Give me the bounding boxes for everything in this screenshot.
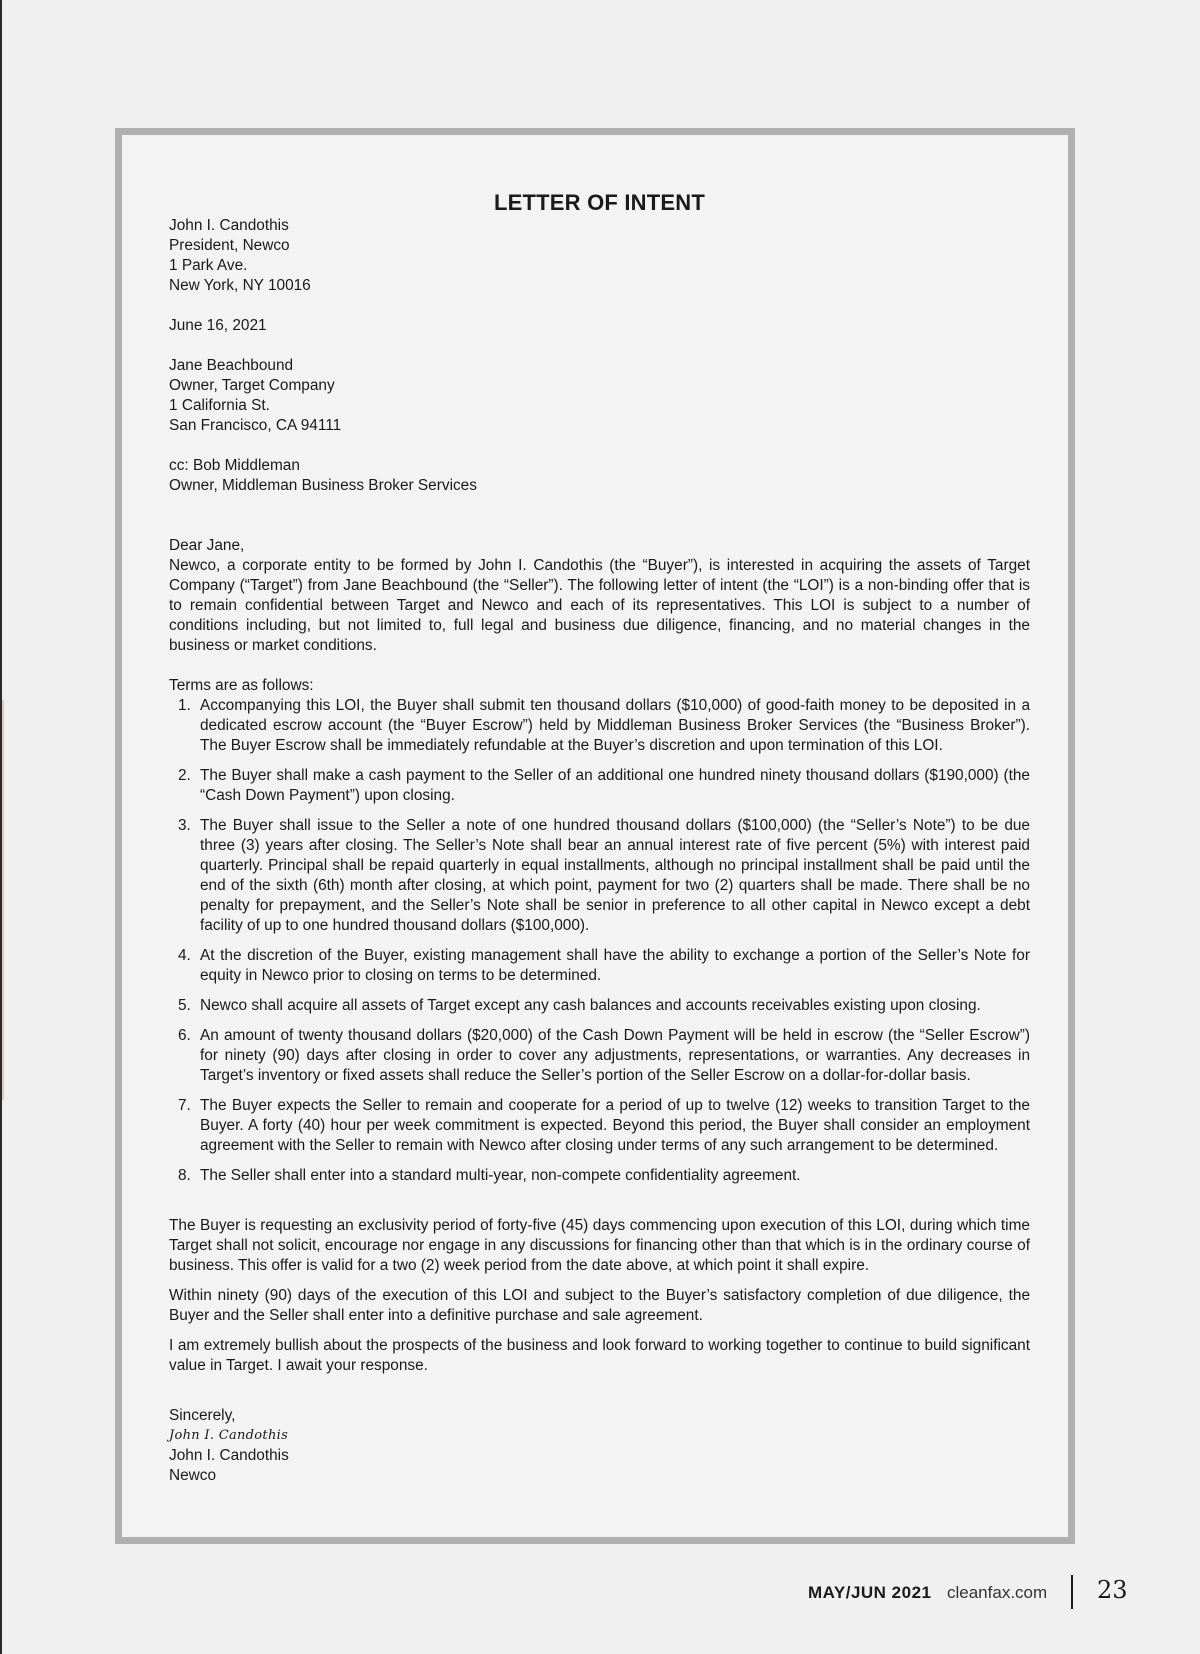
term-item: 6. An amount of twenty thousand dollars ($20,000) of the Cash Down Payment will be held in escrow (the “Seller Escrow”) for ninety (90) days after closing in order to cover any adjustments, representations, or warranties. Any decreases in Target’s inventory or fixed assets shall reduce the Seller’s portion of the Seller Escrow on a dollar-for-dollar basis. [178, 1027, 1030, 1084]
letter-body [169, 190, 1030, 1486]
sender-street: 1 Park Ave. [169, 257, 248, 274]
sender-address [169, 216, 1030, 296]
signer-company: Newco [169, 1467, 217, 1484]
letter-date: June 16, 2021 [169, 317, 267, 334]
salutation: Dear Jane, [169, 537, 245, 554]
page-footer [0, 1575, 1200, 1615]
cc-line: cc: Bob Middleman [169, 457, 300, 474]
recipient-name: Jane Beachbound [169, 357, 294, 374]
recipient-city: San Francisco, CA 94111 [169, 417, 342, 434]
recipient-street: 1 California St. [169, 397, 270, 414]
site-label: cleanfax.com [947, 1583, 1048, 1602]
sender-city: New York, NY 10016 [169, 277, 311, 294]
term-item: 5. Newco shall acquire all assets of Target except any cash balances and accounts receivables existing upon closing. [178, 997, 981, 1014]
term-item: 3. The Buyer shall issue to the Seller a note of one hundred thousand dollars ($100,000) (the “Seller’s Note”) to be due three (3) years after closing. The Seller’s Note shall bear an annual interest rate of five percent (5%) with interest paid quarterly. Principal shall be repaid quarterly in equal installments, although no principal installment shall be paid until the end of the sixth (6th) month after closing, at which point, payment for two (2) quarters shall be made. There shall be no penalty for prepayment, and the Seller’s Note shall be senior in preference to all other capital in Newco except a debt facility of up to one hundred thousand dollars ($100,000). [178, 817, 1030, 934]
handwritten-signature: John I. Candothis [169, 1428, 289, 1443]
cc-block [169, 456, 1030, 496]
term-item: 4. At the discretion of the Buyer, existing management shall have the ability to exchange a portion of the Seller’s Note for equity in Newco prior to closing on terms to be determined. [178, 947, 1030, 984]
closing-paragraph: I am extremely bullish about the prospects of the business and look forward to working together to continue to build significant value in Target. I await your response. [169, 1337, 1030, 1374]
sender-title: President, Newco [169, 237, 290, 254]
page-number: 23 [1097, 1576, 1128, 1604]
term-item: 2. The Buyer shall make a cash payment to the Seller of an additional one hundred ninety thousand dollars ($190,000) (the “Cash Down Payment”) upon closing. [178, 767, 1030, 804]
intro-paragraph: Newco, a corporate entity to be formed by John I. Candothis (the “Buyer”), is interested in acquiring the assets of Target Company (“Target”) from Jane Beachbound (the “Seller”). The following letter of intent (the “LOI”) is a non-binding offer that is to remain confidential between Target and Newco and each of its representatives. This LOI is subject to a number of conditions including, but not limited to, full legal and business due diligence, financing, and no material changes in the business or market conditions. [169, 557, 1030, 654]
sender-name: John I. Candothis [169, 217, 289, 234]
term-item: 7. The Buyer expects the Seller to remain and cooperate for a period of up to twelve (12) weeks to transition Target to the Buyer. A forty (40) hour per week commitment is expected. Beyond this period, the Buyer shall consider an employment agreement with the Seller to remain with Newco after closing under terms of any such arrangement to be determined. [178, 1097, 1030, 1154]
agreement-paragraph: Within ninety (90) days of the execution of this LOI and subject to the Buyer’s satisfactory completion of due diligence, the Buyer and the Seller shall enter into a definitive purchase and sale agreement. [169, 1287, 1030, 1324]
recipient-address [169, 356, 1030, 436]
signer-name: John I. Candothis [169, 1447, 289, 1464]
terms-list [169, 696, 1030, 1186]
term-item: 8. The Seller shall enter into a standard multi-year, non-compete confidentiality agreement. [178, 1167, 801, 1184]
terms-heading: Terms are as follows: [169, 677, 314, 694]
page-edge-shadow [2, 700, 4, 1100]
letter-title: LETTER OF INTENT [494, 190, 705, 215]
recipient-title: Owner, Target Company [169, 377, 335, 394]
footer-divider [1071, 1575, 1073, 1609]
term-item: 1. Accompanying this LOI, the Buyer shall submit ten thousand dollars ($10,000) of good-faith money to be deposited in a dedicated escrow account (the “Buyer Escrow”) held by Middleman Business Broker Services (the “Business Broker”). The Buyer Escrow shall be immediately refundable at the Buyer’s discretion and upon termination of this LOI. [178, 697, 1030, 754]
cc-title: Owner, Middleman Business Broker Services [169, 477, 477, 494]
issue-label: MAY/JUN 2021 [808, 1583, 932, 1602]
sign-off: Sincerely, [169, 1407, 236, 1424]
exclusivity-paragraph: The Buyer is requesting an exclusivity period of forty-five (45) days commencing upon execution of this LOI, during which time Target shall not solicit, encourage nor engage in any discussions for financing other than that which is in the ordinary course of business. This offer is valid for a two (2) week period from the date above, at which point it shall expire. [169, 1217, 1030, 1274]
